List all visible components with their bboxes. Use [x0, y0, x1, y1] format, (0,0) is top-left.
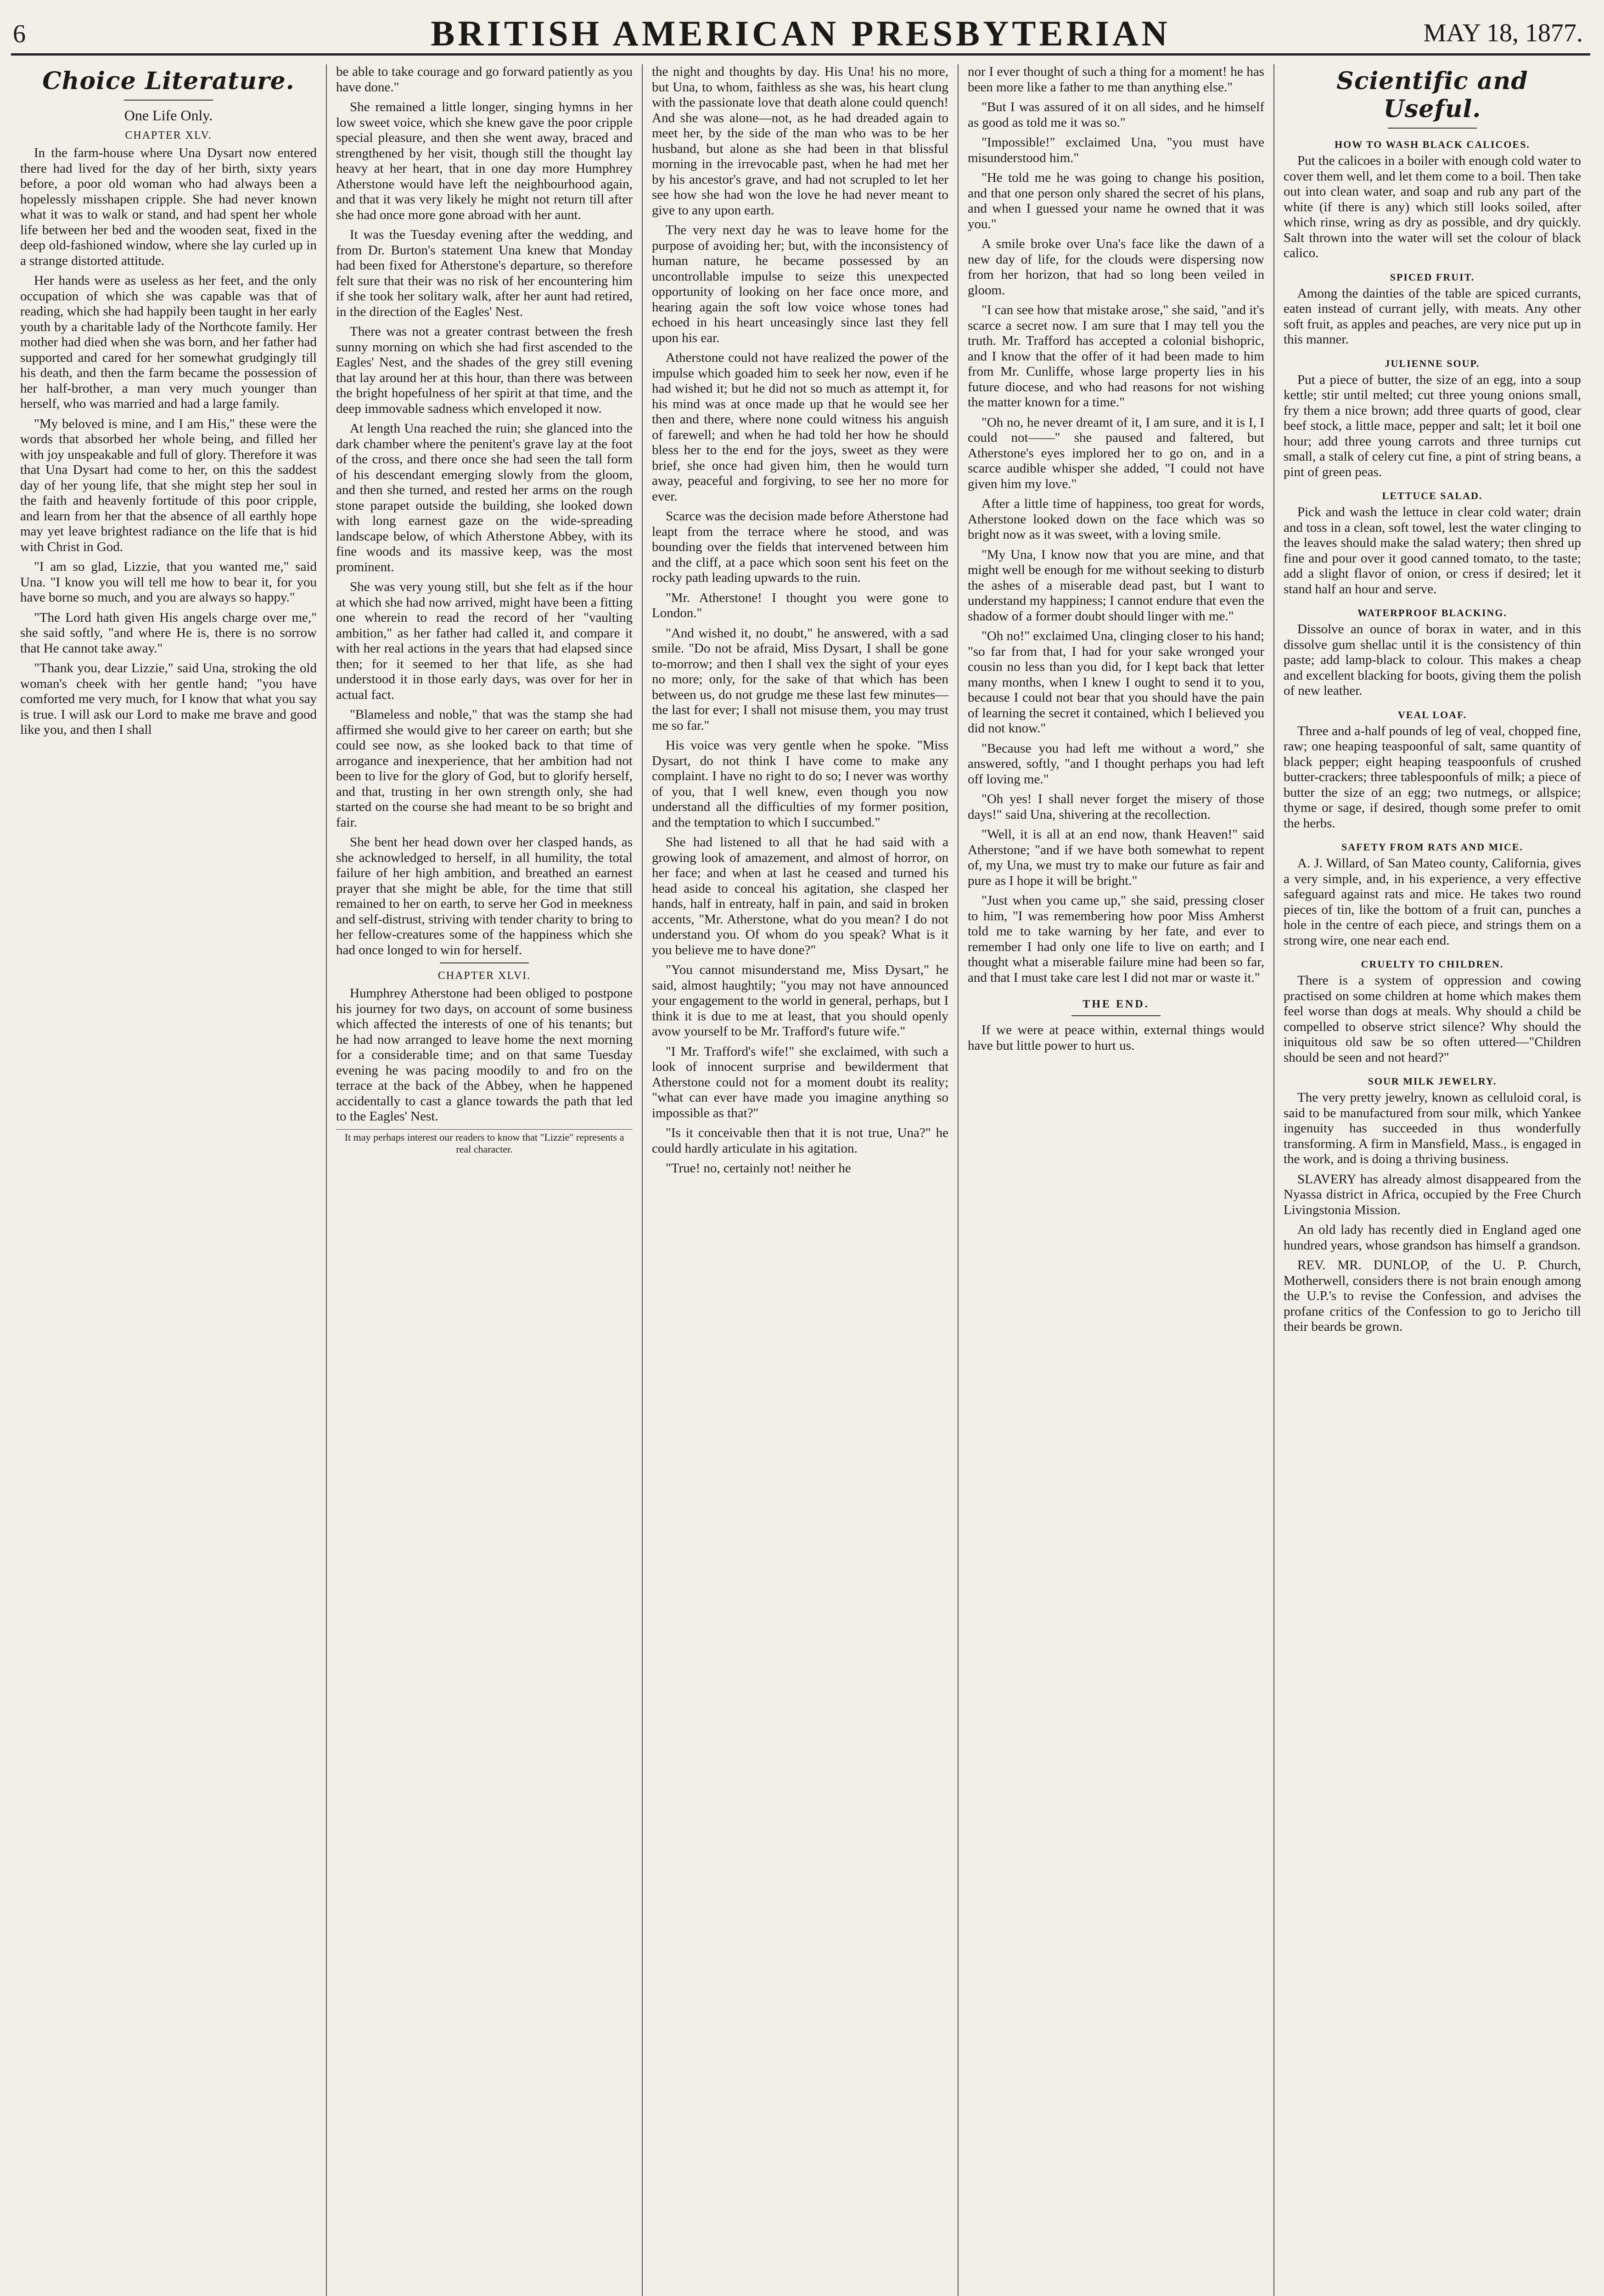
item-heading: SAFETY FROM RATS AND MICE. [1341, 841, 1524, 853]
paragraph: "My beloved is mine, and I am His," these were the words that absorbed her whole being, and filled her with joy unspeakable and full of glory. Therefore it was that Una Dysart had come to her, on this the saddest day of her young life, that she might step her soul in the faith and heavenly fortitude of this poor cripple, and learn from her that the absence of all earthly hope may yet leave brightest radiance on the life that is hid with Christ in God. [20, 416, 317, 554]
footnote: It may perhaps interest our readers to know that "Lizzie" represents a real character. [336, 1129, 633, 1155]
paragraph: She bent her head down over her clasped hands, as she acknowledged to herself, in all humility, the total failure of her high ambition, and breathed an earnest prayer that she might be able, for the time that still remained to her on earth, to serve her God in meekness and self-distrust, striving with tender charity to bring to her fellow-creatures some of the happiness which she had once longed to win for herself. [336, 835, 633, 957]
paragraph: "Just when you came up," she said, pressing closer to him, "I was remembering how poor Miss Amherst told me to take warning by her fate, and ever to remember I had only one life to live on earth; and I thought what a miserable failure mine had been so far, and that I must take care lest I did not mar or waste it." [968, 893, 1264, 985]
paragraph: "Oh no!" exclaimed Una, clinging closer to his hand; "so far from that, I had for your sake wronged your cousin no less than you did, for I kept back that letter many months, when I knew I ought to send it to you, because I could not bear that you should have the pain of learning the secret it contained, which I believed you did not know." [968, 629, 1264, 736]
paragraph: "Because you had left me without a word," she answered, softly, "and I thought perhaps you had left off loving me." [968, 741, 1264, 787]
page-header [11, 9, 1590, 56]
paragraph: Dissolve an ounce of borax in water, and in this dissolve gum shellac until it is the consistency of thin paste; add lamp-black to colour. This makes a cheap and excellent blacking for boots, giving them the polish of new leather. [1284, 622, 1581, 698]
column-3 [643, 64, 959, 2296]
page-number: 6 [13, 20, 26, 48]
story-title: One Life Only. [124, 107, 213, 124]
item-heading: VEAL LOAF. [1397, 709, 1467, 720]
column-2 [327, 64, 643, 2296]
paragraph: There was not a greater contrast between the fresh sunny morning on which she had first ascended to the Eagles' Nest, and the shades of the grey still evening that lay around her at this hour, than there was between the bright hopefulness of her spirit at that time, and the deep immovable sadness which enveloped it now. [336, 324, 633, 416]
paragraph: Pick and wash the lettuce in clear cold water; drain and toss in a clean, soft towel, lest the water clinging to the leaves should make the salad watery; then shred up fine and pour over it good canned tomato, to the taste; add a slight flavor of onion, or cress if desired; let it stand half an hour and serve. [1284, 505, 1581, 597]
masthead: BRITISH AMERICAN PRESBYTERIAN [431, 13, 1171, 53]
paragraph: Put a piece of butter, the size of an egg, into a soup kettle; stir until melted; cut three young onions small, fry them a nice brown; add three quarts of good, clear beef stock, a little mace, pepper and salt; let it boil one hour; add three young carrots and three turnips cut small, a stalk of celery cut fine, a pint of string beans, a pint of green peas. [1284, 372, 1581, 479]
paragraph: "The Lord hath given His angels charge over me," she said softly, "and where He is, there is no sorrow that He cannot take away." [20, 610, 317, 656]
chapter-heading: CHAPTER XLVI. [437, 970, 531, 982]
paragraph: His voice was very gentle when he spoke. "Miss Dysart, do not think I have come to make any complaint. I have no right to do so; I never was worthy of you, that I well knew, even though you now understand all the difficulties of my former position, and the temptation to which I succumbed." [652, 738, 948, 830]
paragraph: "Mr. Atherstone! I thought you were gone to London." [652, 590, 948, 620]
paragraph: In the farm-house where Una Dysart now entered there had lived for the day of her birth, sixty years before, a poor old woman who had always been a hopelessly misshapen cripple. She had never known what it was to walk or stand, and had spent her whole life between her bed and the wooden seat, fixed in the deep old-fashioned window, where she lay curled up in a strange distorted attitude. [20, 146, 317, 268]
item-heading: HOW TO WASH BLACK CALICOES. [1335, 139, 1530, 150]
paragraph: "Blameless and noble," that was the stamp she had affirmed she would give to her career on earth; but she could see now, as she looked back to that time of arrogance and inexperience, that her ambition had not been to live for the glory of God, but to glorify herself, and that, trusting in her own strength only, she had started on the course she had meant to be so bright and fair. [336, 707, 633, 830]
chapter-heading: CHAPTER XLV. [125, 129, 212, 141]
paragraph: "He told me he was going to change his position, and that one person only shared the secret of his plans, and when I guessed your name he owned that it was you." [968, 170, 1264, 231]
paragraph: There is a system of oppression and cowing practised on some children at home which makes them feel worse than dogs at meals. Why should a child be compelled to observe strict silence? Why should the iniquitous old saw be so often uttered—"Children should be seen and not heard?" [1284, 973, 1581, 1065]
paragraph: "My Una, I know now that you are mine, and that might well be enough for me without seeking to disturb the ashes of a miserable dead past, but I want to understand my happiness; I cannot endure that even the shadow of a former doubt should linger with me." [968, 547, 1264, 624]
column-4 [959, 64, 1274, 2296]
divider [1388, 128, 1477, 129]
paragraph: nor I ever thought of such a thing for a moment! he has been more like a father to me than anything else." [968, 64, 1264, 95]
paragraph: Her hands were as useless as her feet, and the only occupation of which she was capable was that of reading, which she had happily been taught in her early youth by a charitable lady of the Northcote family. Her mother had died when she was born, and her father had supported and cared for her somewhat grudgingly till his death, and then the farm became the possession of her half-brother, a man very much younger than herself, who was married and had a large family. [20, 273, 317, 411]
paragraph: "Well, it is all at an end now, thank Heaven!" said Atherstone; "and if we have both somewhat to repent of, my Una, we must try to make our future as fair and pure as I hope it will be bright." [968, 827, 1264, 888]
paragraph: "But I was assured of it on all sides, and he himself as good as told me it was so." [968, 100, 1264, 130]
paragraph: Scarce was the decision made before Atherstone had leapt from the terrace where he stood, and was bounding over the fields that intervened between him and the cliff, at a pace which soon sent his feet on the rocky path leading upwards to the ruin. [652, 509, 948, 585]
paragraph: Three and a-half pounds of leg of veal, chopped fine, raw; one heaping teaspoonful of salt, same quantity of black pepper; eight heaping teaspoonfuls of crushed butter-crackers; three tablespoonfuls of milk; a piece of butter the size of an egg; two nutmegs, or allspice; thyme or sage, if desired, though some prefer to omit the herbs. [1284, 723, 1581, 831]
column-1 [11, 64, 327, 2296]
paragraph: An old lady has recently died in England aged one hundred years, whose grandson has himself a grandson. [1284, 1222, 1581, 1253]
paragraph: It was the Tuesday evening after the wedding, and from Dr. Burton's statement Una knew that Monday had been fixed for Atherstone's departure, so therefore felt sure that their was no risk of her encountering him if she took her solitary walk, after her aunt had retired, in the direction of the Eagles' Nest. [336, 227, 633, 319]
paragraph: Among the dainties of the table are spiced currants, eaten instead of currant jelly, with meats. Any other soft fruit, as apples and peaches, are very nice put up in this manner. [1284, 286, 1581, 347]
columns [11, 64, 1590, 2296]
paragraph: "Oh no, he never dreamt of it, I am sure, and it is I, I could not——" she paused and faltered, but Atherstone's eyes implored her to go on, and in a scarce audible whisper she added, "I could not have given him my love." [968, 415, 1264, 491]
paragraph: She remained a little longer, singing hymns in her low sweet voice, which she knew gave the poor cripple special pleasure, and then she went away, braced and strengthened by her visit, though still the thought lay heavy at her heart, that in one day more Humphrey Atherstone would have left the neighbourhood again, and that it was very likely he might not return till after she had once more gone abroad with her aunt. [336, 100, 633, 222]
paragraph: "Thank you, dear Lizzie," said Una, stroking the old woman's cheek with her gentle hand; "you have comforted me very much, for I know that what you say is true. I will ask our Lord to make me brave and good like you, and then I shall [20, 661, 317, 737]
paragraph: be able to take courage and go forward patiently as you have done." [336, 64, 633, 95]
paragraph: The very pretty jewelry, known as celluloid coral, is said to be manufactured from sour milk, which Yankee ingenuity has succeeded in thus wonderfully transforming. A firm in Mansfield, Mass., is engaged in the work, and is doing a thriving business. [1284, 1090, 1581, 1166]
issue-date: MAY 18, 1877. [1423, 19, 1583, 47]
paragraph: SLAVERY has already almost disappeared from the Nyassa district in Africa, occupied by the Free Church Livingstonia Mission. [1284, 1171, 1581, 1217]
item-heading: SPICED FRUIT. [1390, 271, 1475, 283]
paragraph: A. J. Willard, of San Mateo county, California, gives a very simple, and, in his experience, a very effective safeguard against rats and mice. He takes two round pieces of tin, like the bottom of a fruit can, punches a hole in the centre of each piece, and strings them on a strong wire, one near each end. [1284, 856, 1581, 948]
paragraph: "I can see how that mistake arose," she said, "and it's scarce a secret now. I am sure that I may tell you the truth. Mr. Trafford has accepted a colonial bishopric, and I know that the offer of it had been made to him from Mr. Cunliffe, whose large property lies in his future diocese, and who had reasons for not wishing the matter known for a time." [968, 303, 1264, 410]
item-heading: LETTUCE SALAD. [1382, 490, 1483, 501]
item-heading: WATERPROOF BLACKING. [1357, 607, 1508, 619]
paragraph: A smile broke over Una's face like the dawn of a new day of life, for the clouds were dispersing now from her horizon, that had so long been veiled in gloom. [968, 236, 1264, 298]
divider [440, 962, 529, 963]
story-end-marker: THE END. [1082, 998, 1150, 1010]
paragraph: At length Una reached the ruin; she glanced into the dark chamber where the penitent's grave lay at the foot of the cross, and there once she had seen the tall form of his descendant emerging slowly from the gloom, and then she turned, and rested her arms on the rough stone parapet outside the building, she looked down with long earnest gaze on the wide-spreading landscape below, of which Atherstone Abbey, with its fine woods and its massive keep, was the most prominent. [336, 421, 633, 574]
paragraph: "I am so glad, Lizzie, that you wanted me," said Una. "I know you will tell me how to bear it, for you have borne so much, and you are always so happy." [20, 559, 317, 605]
section-heading-choice-literature: Choice Literature. [42, 67, 295, 95]
paragraph: "I Mr. Trafford's wife!" she exclaimed, with such a look of innocent surprise and bewilderment that Atherstone could not for a moment doubt its reality; "what can ever have made you imagine anything so impossible as that?" [652, 1044, 948, 1120]
paragraph: The very next day he was to leave home for the purpose of avoiding her; but, with the inconsistency of human nature, he became possessed by an uncontrollable impulse to seize this unexpected opportunity of looking on her face once more, and hearing again the soft low voice whose tones had echoed in his heart unceasingly since last they fell upon his ear. [652, 223, 948, 345]
paragraph: Humphrey Atherstone had been obliged to postpone his journey for two days, on account of some business which affected the interests of one of his tenants; but he had now arranged to leave home the next morning for a considerable time; and on that same Tuesday evening he was pacing moodily to and fro on the terrace at the back of the Abbey, when he happened accidentally to cast a glance towards the path that led to the Eagles' Nest. [336, 986, 633, 1124]
item-heading: SOUR MILK JEWELRY. [1368, 1075, 1497, 1087]
divider [124, 100, 213, 101]
paragraph: "You cannot misunderstand me, Miss Dysart," he said, almost haughtily; "you may not have announced your engagement to the world in general, perhaps, but I think it is due to me at least, that you should openly avow yourself to be Mr. Trafford's future wife." [652, 962, 948, 1039]
paragraph: "And wished it, no doubt," he answered, with a sad smile. "Do not be afraid, Miss Dysart, I shall be gone to-morrow; and then I shall vex the sight of your eyes no more; only, for the sake of that which has been between us, do not grudge me these last few minutes—the last for ever; I shall not misuse them, you may trust me so far." [652, 625, 948, 733]
paragraph: "Impossible!" exclaimed Una, "you must have misunderstood him." [968, 135, 1264, 165]
paragraph: She was very young still, but she felt as if the hour at which she had now arrived, might have been a fitting one wherein to read the record of her "vaulting ambition," as her father had called it, and compare it with her real actions in the years that had elapsed since then; for it seemed to her that life, as she had understood it in those early days, was over for her in actual fact. [336, 580, 633, 702]
paragraph: Atherstone could not have realized the power of the impulse which goaded him to seek her now, even if he had wished it; but he did not so much as attempt it, for his mind was at once made up that he would see her then and there, where none could witness his anguish of farewell; and when he had told her how he should bless her to the end for the joys, sweet as they were brief, she once had given him, then he would turn away, peaceful and forgiving, to see her no more for ever. [652, 350, 948, 504]
paragraph: After a little time of happiness, too great for words, Atherstone looked down on the face which was so bright now as it was sweet, with a loving smile. [968, 496, 1264, 542]
item-heading: CRUELTY TO CHILDREN. [1361, 958, 1504, 970]
paragraph: "Is it conceivable then that it is not true, Una?" he could hardly articulate in his agitation. [652, 1125, 948, 1156]
paragraph: "True! no, certainly not! neither he [666, 1161, 851, 1176]
paragraph: Put the calicoes in a boiler with enough cold water to cover them well, and let them come to a boil. Then take out into clean water, and soap and rub any part of the white (if there is any) which still looks soiled, after which rinse, wring as dry as possible, and dry quickly. Salt thrown into the water will set the colour of black calico. [1284, 153, 1581, 260]
section-heading-scientific-useful: Scientific and Useful. [1336, 67, 1528, 123]
paragraph: She had listened to all that he had said with a growing look of amazement, and almost of horror, on her face; and when at last he ceased and turned his head aside to conceal his agitation, she clasped her hands, half in entreaty, half in pain, and said in broken accents, "Mr. Atherstone, what do you mean? I do not understand you. Of whom do you speak? What is it you believe me to have done?" [652, 835, 948, 957]
item-heading: JULIENNE SOUP. [1385, 357, 1480, 369]
column-5 [1274, 64, 1590, 2296]
paragraph: the night and thoughts by day. His Una! his no more, but Una, to whom, faithless as she was, his heart clung with the passionate love that death alone could quench! And she was alone—not, as he had dreaded again to meet her, by the side of the man who was to be her husband, but alone as she had been in that blissful morning in the irrevocable past, when he had met her by his ancestor's grave, and had not scrupled to let her see how she had won the love he had never meant to give to any upon earth. [652, 64, 948, 218]
paragraph: If we were at peace within, external things would have but little power to hurt us. [968, 1023, 1264, 1053]
divider [1071, 1015, 1161, 1016]
paragraph: "Oh yes! I shall never forget the misery of those days!" said Una, shivering at the recollection. [968, 792, 1264, 822]
paragraph: REV. MR. DUNLOP, of the U. P. Church, Motherwell, considers there is not brain enough among the U.P.'s to revise the Confession, and advises the profane critics of the Confession to go to Jericho till their beards be grown. [1284, 1258, 1581, 1334]
